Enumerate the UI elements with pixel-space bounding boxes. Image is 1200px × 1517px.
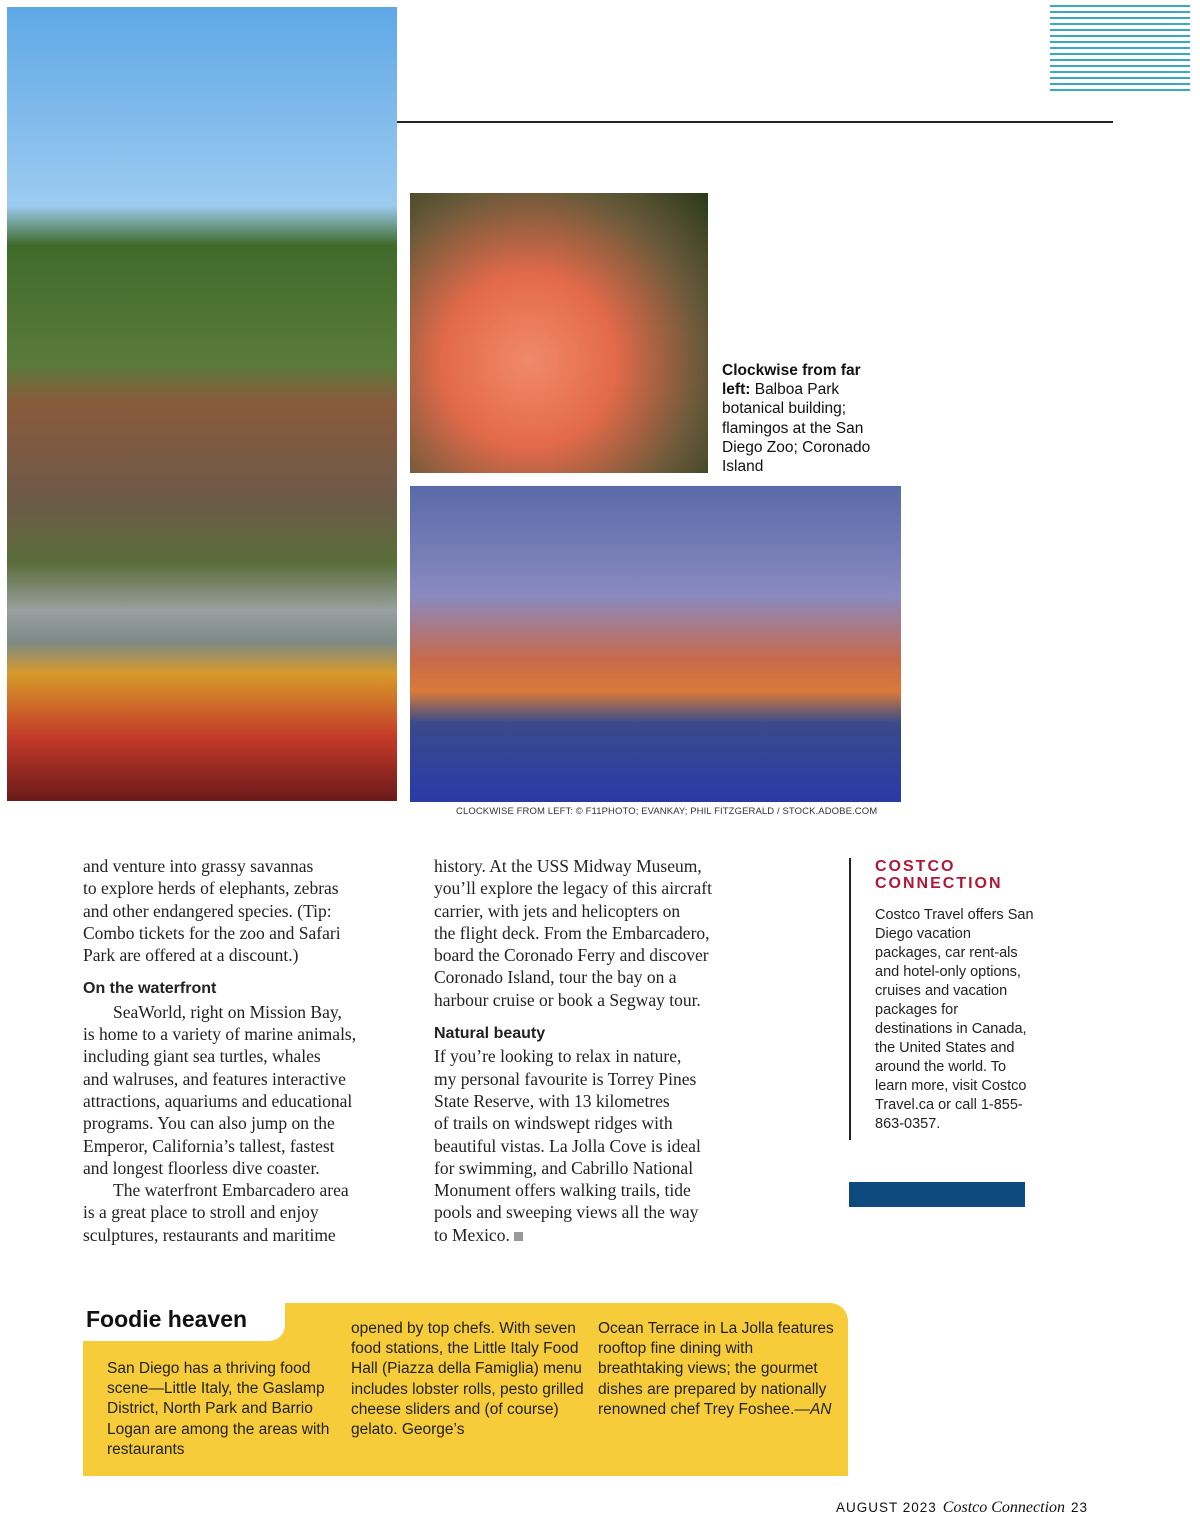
page-footer xyxy=(836,1499,1088,1517)
paragraph: If you’re looking to relax in nature, my personal favourite is Torrey Pines State Reserve, with 13 kilometres of trails on windswept ridges with beautiful vistas. La Jolla Cove is ideal for swimming, and Cabrillo National Monument offers walking trails, tide pools and sweeping views all the way to Mexico. xyxy=(434,1046,701,1245)
flamingo-photo xyxy=(410,193,708,473)
subheading: On the waterfront xyxy=(83,980,217,998)
article-column-1 xyxy=(83,855,418,1246)
subheading: Natural beauty xyxy=(434,1025,546,1043)
sidebar-title: COSTCO CONNECTION xyxy=(875,858,1003,892)
paragraph: history. At the USS Midway Museum, you’ll explore the legacy of this aircraft carrier, with jets and helicopters on the flight deck. From the Embarcadero, board the Coronado Ferry and discover Coronado Island, tour the bay on a harbour cruise or book a Segway tour. xyxy=(434,856,712,1010)
paragraph: The waterfront Embarcadero area is a great place to stroll and enjoy sculptures, restaurants and maritime xyxy=(83,1180,349,1245)
author-initials: —AN xyxy=(794,1400,832,1418)
balboa-park-photo xyxy=(7,7,397,801)
sidebar-text: Costco Travel offers San Diego vacation packages, car rent-als and hotel-only options, cruises and vacation packages for destinations in Canada, the United States and around the world. To learn more, visit Costco Travel.ca or call 1-855-863-0357. xyxy=(875,907,1034,1132)
foodie-column-2: opened by top chefs. With seven food stations, the Little Italy Food Hall (Piazza della Famiglia) menu includes lobster rolls, pesto grilled cheese sliders and (of course) gelato. George’s xyxy=(351,1320,584,1439)
photo-caption xyxy=(722,361,892,476)
foodie-column-1: San Diego has a thriving food scene—Little Italy, the Gaslamp District, North Park and Barrio Logan are among the areas with restaurants xyxy=(107,1360,330,1458)
paragraph: SeaWorld, right on Mission Bay, is home to a variety of marine animals, including giant sea turtles, whales and walruses, and features interactive attractions, aquariums and educational programs. You can also jump on the Emperor, California’s tallest, fastest and longest floorless dive coaster. xyxy=(83,1001,357,1178)
caption-text: Balboa Park botanical building; flamingos at the San Diego Zoo; Coronado Island xyxy=(722,381,871,476)
foodie-column-3 xyxy=(598,1319,838,1420)
end-mark-icon xyxy=(514,1232,523,1241)
caption-lead: Clockwise from far left: xyxy=(722,362,861,399)
foodie-text: Ocean Terrace in La Jolla features rooftop fine dining with breathtaking views; the gourmet dishes are prepared by nationally renowned chef Trey Foshee. xyxy=(598,1320,834,1418)
paragraph: and venture into grassy savannas to explore herds of elephants, zebras and other endangered species. (Tip: Combo tickets for the zoo and Safari Park are offered at a discount.) xyxy=(83,856,341,966)
coronado-island-photo xyxy=(410,486,901,802)
page-number: 23 xyxy=(1071,1500,1089,1515)
divider-rule xyxy=(397,121,1113,123)
decorative-stripes xyxy=(1050,5,1190,93)
sidebar-bar xyxy=(849,1182,1025,1207)
costco-connection-sidebar xyxy=(849,858,1034,1140)
issue-date: AUGUST 2023 xyxy=(836,1500,937,1515)
magazine-name: Costco Connection xyxy=(942,1499,1066,1516)
article-column-2 xyxy=(434,855,774,1246)
photo-credit: CLOCKWISE FROM LEFT: © F11PHOTO; EVANKAY; PHIL FITZGERALD / STOCK.ADOBE.COM xyxy=(456,806,878,817)
foodie-title: Foodie heaven xyxy=(86,1306,248,1332)
